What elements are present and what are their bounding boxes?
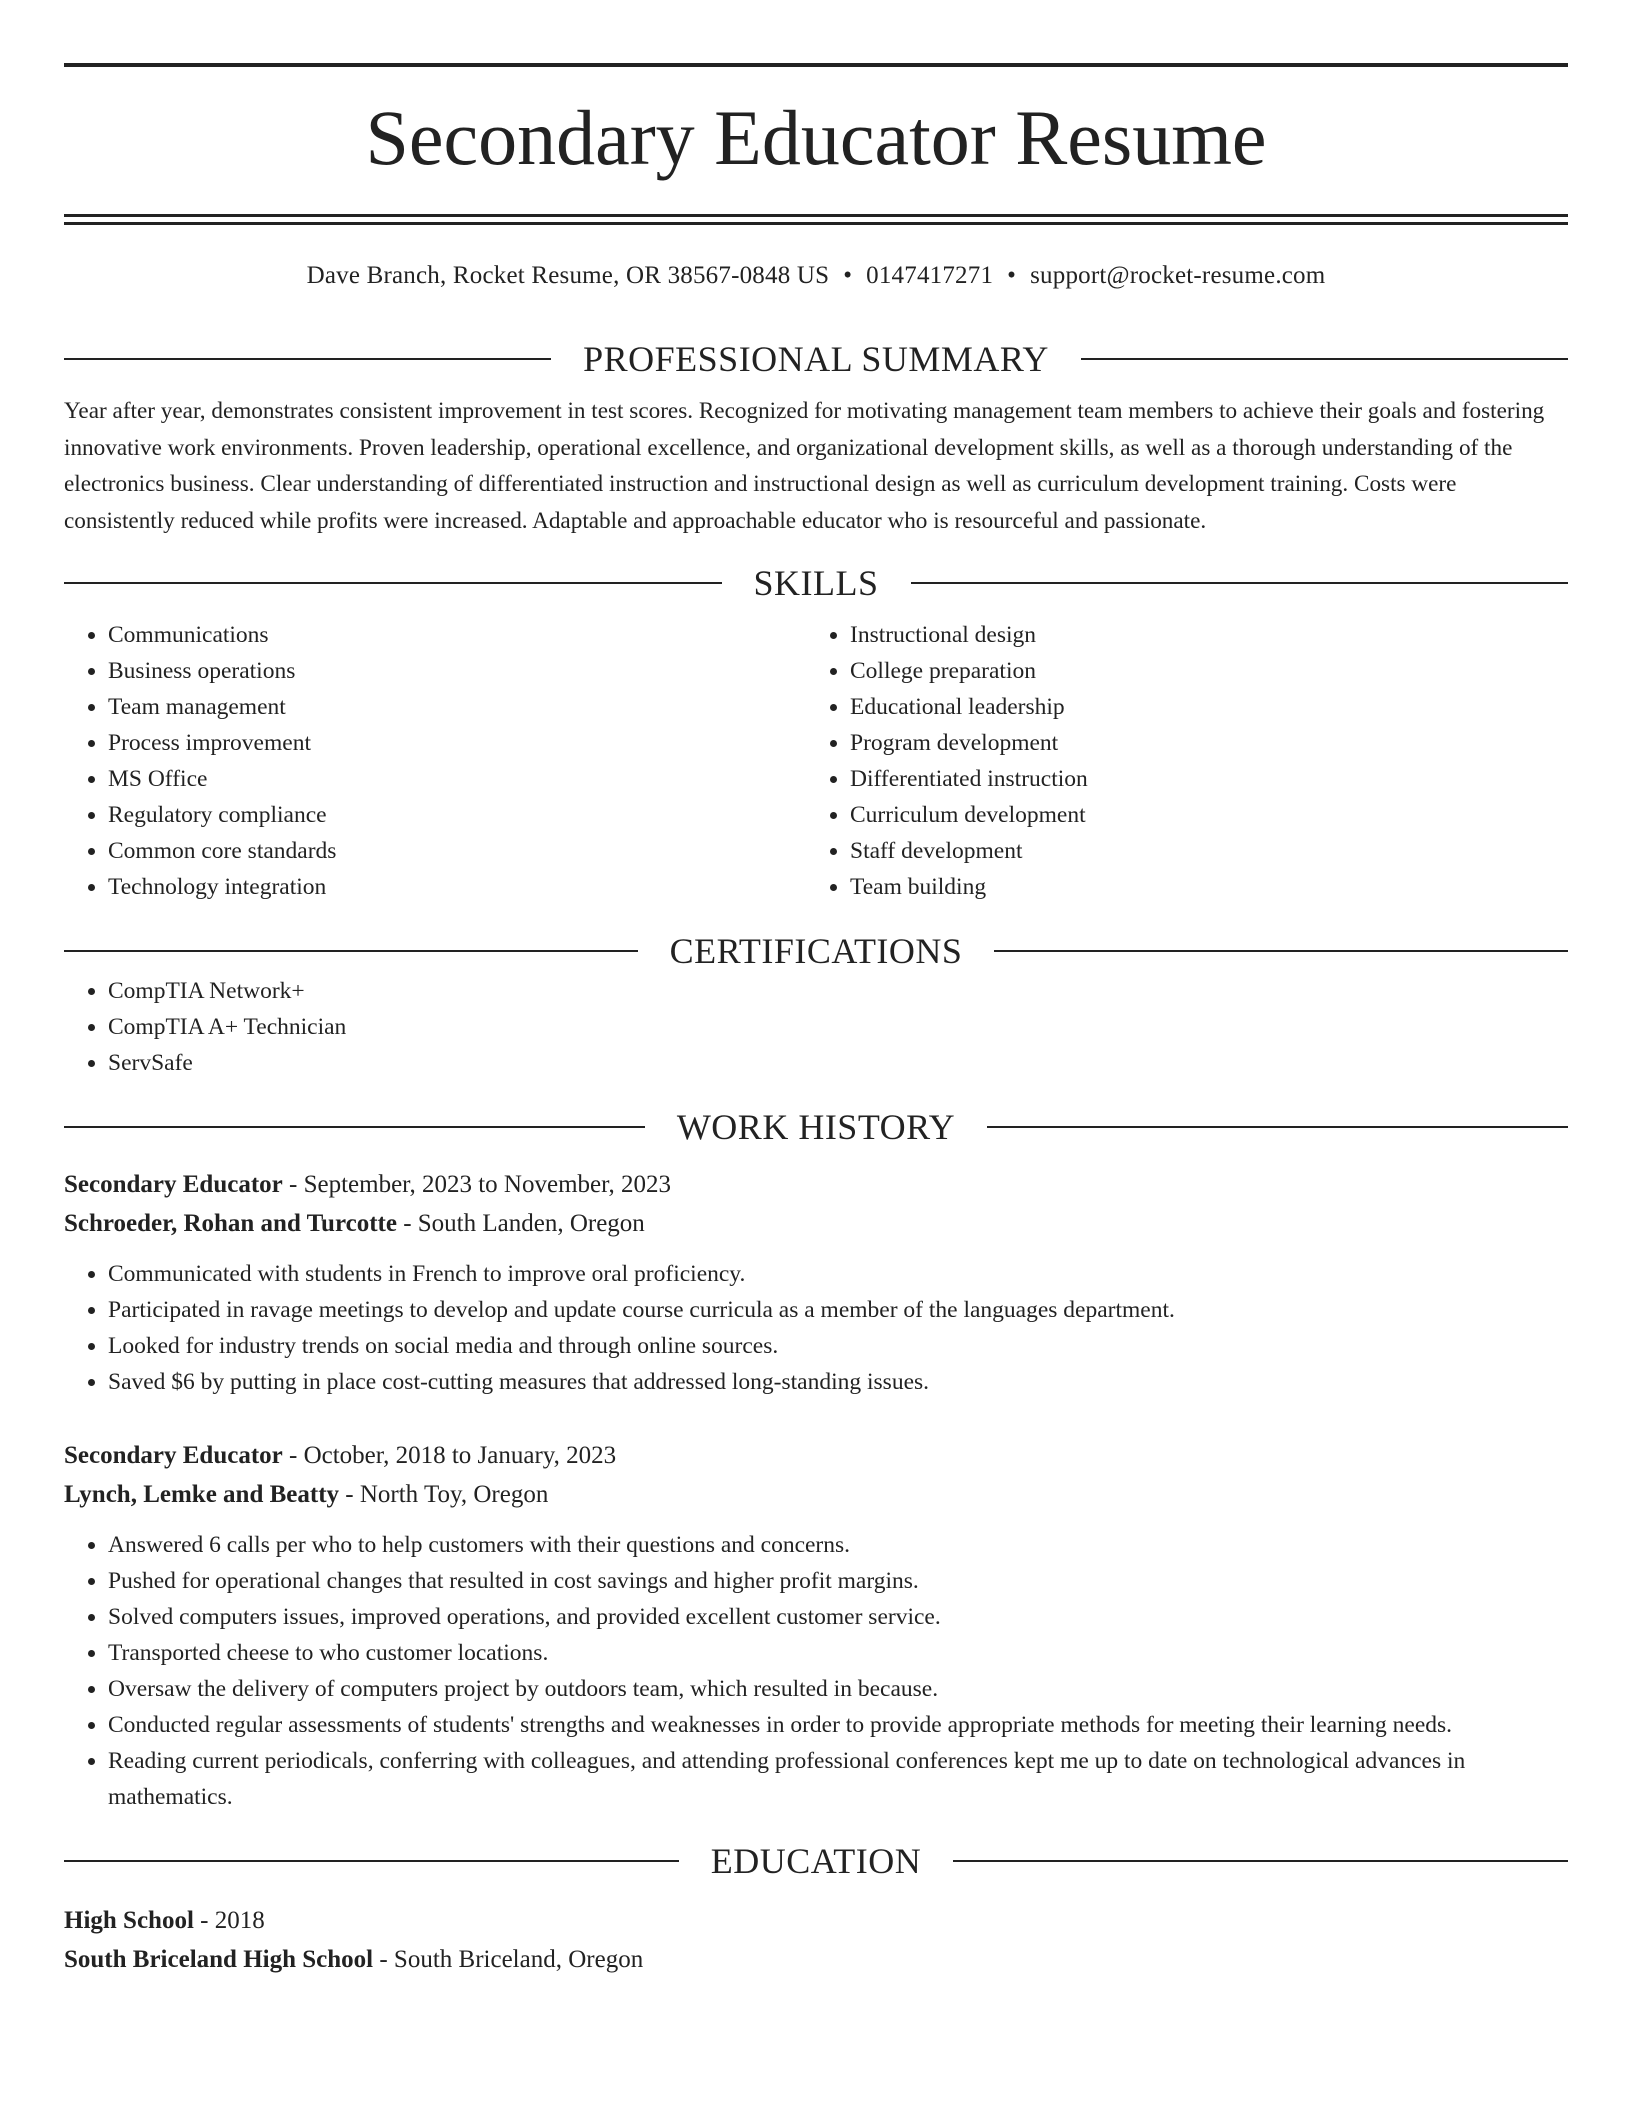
divider-line: [911, 582, 1569, 584]
job-company-line: [64, 1204, 1568, 1243]
education-heading: EDUCATION: [710, 1841, 922, 1881]
education-degree: High School: [64, 1907, 194, 1934]
divider-line: [64, 358, 551, 360]
skill-item: • Program development: [850, 725, 1568, 761]
top-rule: [64, 63, 1568, 67]
divider-line: [64, 1126, 645, 1128]
divider-line: [953, 1860, 1568, 1862]
skills-column-right: [806, 617, 1568, 905]
job-entry: [64, 1436, 1568, 1815]
skill-item: • Team management: [108, 689, 806, 725]
job-title-line: [64, 1165, 1568, 1204]
job-company: Lynch, Lemke and Beatty: [64, 1481, 340, 1508]
job-bullet: • Communicated with students in French to improve oral proficiency.: [108, 1256, 1568, 1292]
skills-heading: SKILLS: [753, 563, 879, 603]
job-title: Secondary Educator: [64, 1171, 283, 1198]
divider-line: [1081, 358, 1568, 360]
skill-item: • College preparation: [850, 653, 1568, 689]
skill-item: • MS Office: [108, 761, 806, 797]
job-bullet: • Participated in ravage meetings to develop and update course curricula as a member of the languages department.: [108, 1292, 1568, 1328]
job-company-line: [64, 1475, 1568, 1514]
contact-phone: 0147417271: [866, 262, 994, 289]
job-bullet: • Looked for industry trends on social media and through online sources.: [108, 1328, 1568, 1364]
divider-line: [987, 1126, 1568, 1128]
summary-heading: PROFESSIONAL SUMMARY: [583, 339, 1049, 379]
job-title: Secondary Educator: [64, 1442, 283, 1469]
skill-item: • Curriculum development: [850, 797, 1568, 833]
skill-item: • Educational leadership: [850, 689, 1568, 725]
work-heading: WORK HISTORY: [676, 1107, 956, 1147]
contact-address: Dave Branch, Rocket Resume, OR 38567-0848 US: [306, 262, 830, 289]
job-bullets: [64, 1256, 1568, 1400]
divider-line: [64, 582, 722, 584]
education-entry: [64, 1901, 1568, 1979]
certifications-section-header: [64, 929, 1568, 973]
divider-line: [64, 950, 638, 952]
skill-item: • Regulatory compliance: [108, 797, 806, 833]
job-location: - North Toy, Oregon: [339, 1481, 549, 1508]
job-bullet: • Reading current periodicals, conferring with colleagues, and attending professional conferences kept me up to date on technological advances in mathematics.: [108, 1743, 1568, 1815]
job-company: Schroeder, Rohan and Turcotte: [64, 1210, 397, 1237]
resume-page: [64, 0, 1568, 1979]
job-bullets: [64, 1527, 1568, 1815]
education-section-header: [64, 1839, 1568, 1883]
summary-section-header: [64, 337, 1568, 381]
title-double-rule: [64, 214, 1568, 225]
contact-line: [64, 259, 1568, 293]
skill-item: • Team building: [850, 869, 1568, 905]
certification-item: • ServSafe: [108, 1045, 1568, 1081]
job-bullet: • Saved $6 by putting in place cost-cutting measures that addressed long-standing issues.: [108, 1364, 1568, 1400]
job-entry: [64, 1165, 1568, 1400]
skills-section-header: [64, 561, 1568, 605]
education-year: - 2018: [193, 1907, 265, 1934]
contact-email: support@rocket-resume.com: [1030, 262, 1326, 289]
certification-item: • CompTIA Network+: [108, 973, 1568, 1009]
job-bullet: • Conducted regular assessments of students' strengths and weaknesses in order to provide appropriate methods for meeting their learning needs.: [108, 1707, 1568, 1743]
contact-separator: •: [1007, 262, 1017, 289]
resume-title: Secondary Educator Resume: [365, 94, 1267, 181]
skills-column-left: [64, 617, 806, 905]
skill-item: • Process improvement: [108, 725, 806, 761]
certifications-heading: CERTIFICATIONS: [669, 931, 963, 971]
job-title-line: [64, 1436, 1568, 1475]
education-school-line: [64, 1940, 1568, 1979]
skill-item: • Common core standards: [108, 833, 806, 869]
education-location: - South Briceland, Oregon: [373, 1946, 644, 1973]
skills-list: [64, 617, 1568, 905]
education-school: South Briceland High School: [64, 1946, 374, 1973]
work-section-header: [64, 1105, 1568, 1149]
job-location: - South Landen, Oregon: [396, 1210, 645, 1237]
job-dates: - October, 2018 to January, 2023: [282, 1442, 617, 1469]
job-bullet: • Solved computers issues, improved operations, and provided excellent customer service.: [108, 1599, 1568, 1635]
skill-item: • Instructional design: [850, 617, 1568, 653]
certification-item: • CompTIA A+ Technician: [108, 1009, 1568, 1045]
job-bullet: • Pushed for operational changes that resulted in cost savings and higher profit margins.: [108, 1563, 1568, 1599]
skill-item: • Communications: [108, 617, 806, 653]
education-degree-line: [64, 1901, 1568, 1940]
summary-text: Year after year, demonstrates consistent improvement in test scores. Recognized for motivating management team members to achieve their goals and fostering innovative work environments. Proven leadership, operational excellence, and organizational development skills, as well as a thorough understanding of the electronics business. Clear understanding of differentiated instruction and instructional design as well as curriculum development training. Costs were consistently reduced while profits were increased. Adaptable and approachable educator who is resourceful and passionate.: [64, 398, 1545, 534]
job-bullet: • Answered 6 calls per who to help customers with their questions and concerns.: [108, 1527, 1568, 1563]
divider-line: [64, 1860, 679, 1862]
job-bullet: • Oversaw the delivery of computers project by outdoors team, which resulted in because.: [108, 1671, 1568, 1707]
contact-separator: •: [843, 262, 853, 289]
divider-line: [994, 950, 1568, 952]
skill-item: • Technology integration: [108, 869, 806, 905]
job-bullet: • Transported cheese to who customer locations.: [108, 1635, 1568, 1671]
skill-item: • Differentiated instruction: [850, 761, 1568, 797]
certifications-list: [64, 973, 1568, 1081]
skill-item: • Business operations: [108, 653, 806, 689]
job-dates: - September, 2023 to November, 2023: [282, 1171, 671, 1198]
skill-item: • Staff development: [850, 833, 1568, 869]
